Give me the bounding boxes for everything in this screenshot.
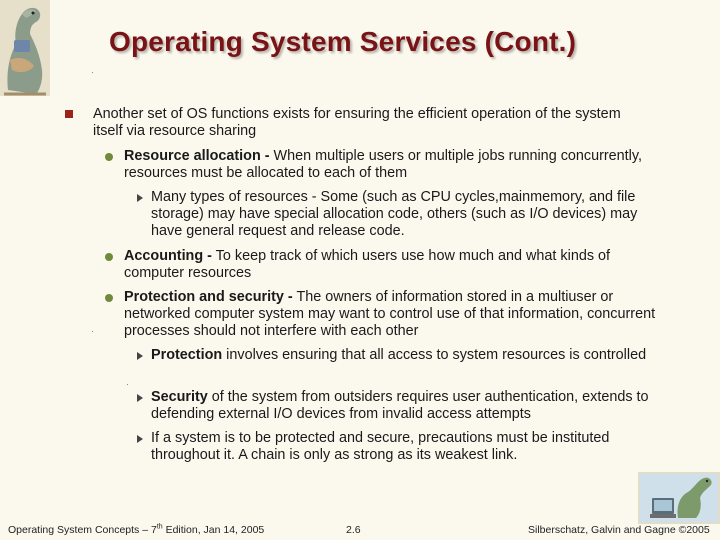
arrow-bullet-icon (137, 394, 143, 402)
protection-security-term: Protection and security - (124, 289, 293, 305)
footer-book-suffix: Edition, Jan 14, 2005 (162, 524, 265, 536)
footer-book-sup: th (156, 523, 163, 531)
accounting-text: To keep track of which users use how much and what kinds of computer resources (124, 248, 611, 281)
footer-book-prefix: Operating System Concepts – 7 (8, 524, 157, 536)
stray-dot (127, 384, 128, 385)
arrow-bullet-icon (137, 352, 143, 360)
protection-security-item (124, 289, 664, 340)
resource-allocation-term: Resource allocation - (124, 148, 270, 164)
footer-book-title (8, 524, 264, 536)
stray-dot (92, 72, 93, 73)
accounting-term: Accounting - (124, 248, 212, 264)
security-text: of the system from outsiders requires user authentication, extends to defending external I/O devices from invalid access attempts (151, 389, 649, 422)
round-bullet-icon (105, 153, 113, 161)
protection-security-text: The owners of information stored in a multiuser or networked computer system may want to control use of that information, concurrent processes should not interfere with each other (124, 289, 656, 339)
security-term: Security (151, 389, 208, 405)
protection-term: Protection (151, 347, 223, 363)
protection-item (151, 347, 661, 364)
footer-page-number: 2.6 (346, 524, 361, 536)
round-bullet-icon (105, 253, 113, 261)
protection-text: involves ensuring that all access to system resources is controlled (222, 347, 647, 363)
resource-allocation-text: When multiple users or multiple jobs running concurrently, resources must be allocated to each of them (124, 148, 643, 181)
square-bullet-icon (65, 110, 73, 118)
arrow-bullet-icon (137, 435, 143, 443)
round-bullet-icon (105, 294, 113, 302)
slide-title: Operating System Services (Cont.) (109, 26, 577, 57)
arrow-bullet-icon (137, 194, 143, 202)
resource-types-text: Many types of resources - Some (such as CPU cycles,mainmemory, and file storage) may have special allocation code, others (such as I/O devices) may have general request and release code. (151, 189, 638, 239)
dinosaur-computer-logo-icon (638, 472, 720, 524)
chain-text: If a system is to be protected and secure, precautions must be instituted throughout it. A chain is only as strong as its weakest link. (151, 430, 610, 463)
intro-text: Another set of OS functions exists for ensuring the efficient operation of the system itself via resource sharing (93, 106, 621, 139)
resource-allocation-item (124, 148, 664, 182)
footer-copyright: Silberschatz, Galvin and Gagne ©2005 (528, 524, 710, 536)
security-item (151, 389, 661, 423)
stray-dot (92, 331, 93, 332)
accounting-item (124, 248, 664, 282)
